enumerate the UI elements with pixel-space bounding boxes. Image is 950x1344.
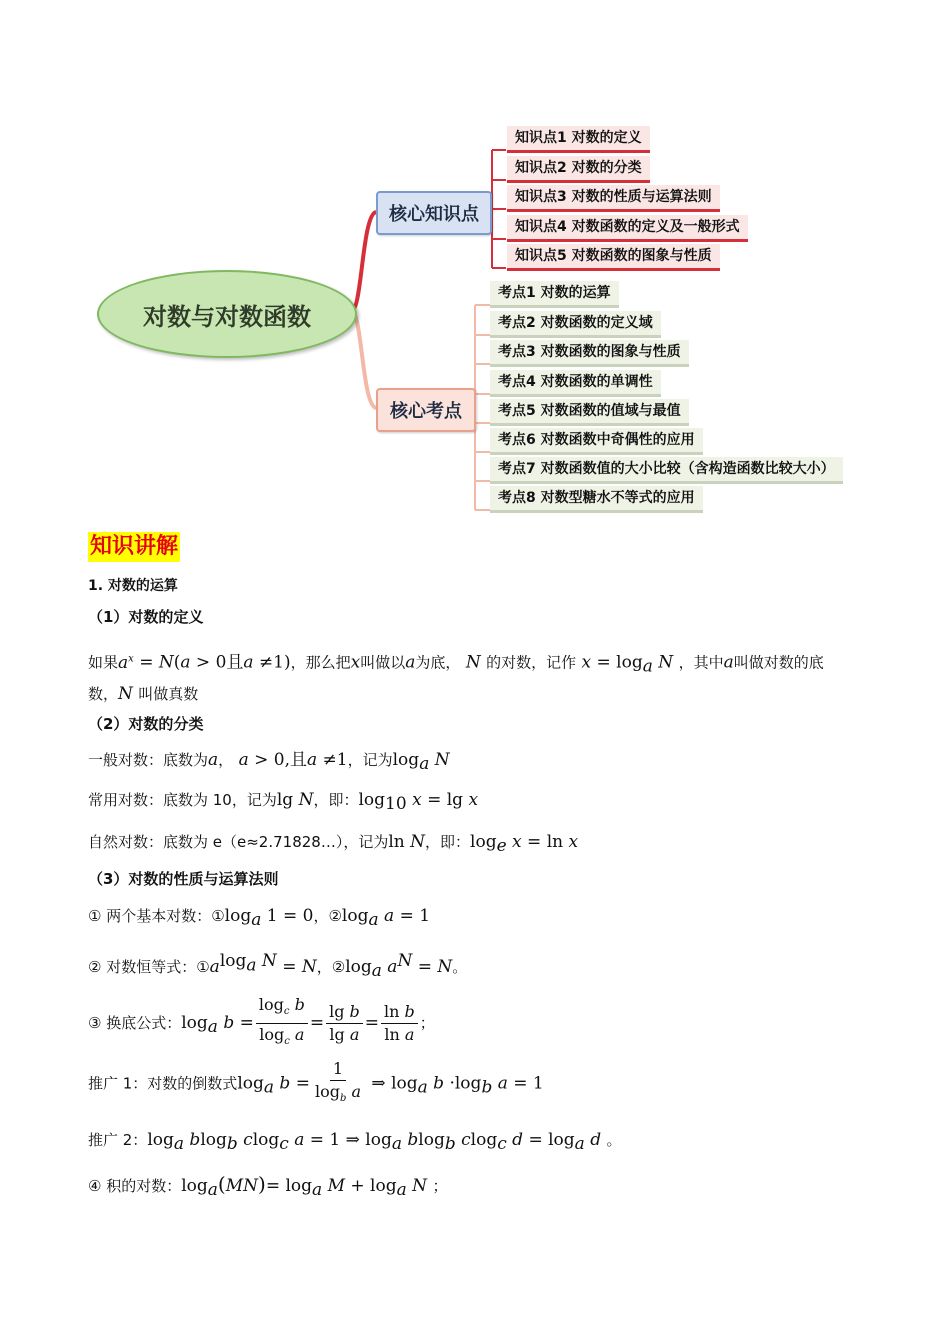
heading-1-2: （2）对数的分类	[88, 715, 204, 733]
heading-1-3: （3）对数的性质与运算法则	[88, 870, 279, 888]
knowledge-point-4: 知识点4 对数函数的定义及一般形式	[507, 215, 748, 242]
property-1-line: ① 两个基本对数：$①\log_a$ 1 = 0，$②\log_a$ a = 1	[88, 906, 431, 930]
definition-line-1: 如果$a^x = N(a > 0$且a ≠1)，那么把x叫做以a为底， N 的对数，记作 $x = \log_a N$ ，其中a叫做对数的底	[88, 652, 824, 677]
exam-point-2: 考点2 对数函数的定义域	[490, 311, 661, 338]
mind-map	[0, 0, 950, 520]
exam-point-6: 考点6 对数函数中奇偶性的应用	[490, 428, 703, 455]
mind-map-root: 对数与对数函数	[97, 270, 357, 358]
exam-point-5: 考点5 对数函数的值域与最值	[490, 399, 689, 426]
change-base-fraction-2: $\frac{\text{lg b}}{\text{lg a}}$	[326, 1001, 363, 1046]
exam-point-7: 考点7 对数函数值的大小比较（含构造函数比较大小）	[490, 457, 843, 484]
change-base-fraction-3: $\frac{\text{ln b}}{\text{ln a}}$	[381, 1001, 418, 1046]
general-log-line: 一般对数：底数为a， a > 0,且a ≠1，记为$\log_a N$	[88, 750, 450, 774]
corollary-1-line: 推广 1：对数的倒数式$\log_a b$ = $\frac{1}{\log_b a}$ ⇒ $\log_a b \cdot\log_b$ a = 1	[88, 1058, 544, 1113]
knowledge-point-5: 知识点5 对数函数的图象与性质	[507, 244, 720, 271]
property-2-line: ② 对数恒等式：$①a^{log_a N} = N$，$②\log_a$ $a^N = N$。	[88, 951, 468, 981]
exam-point-4: 考点4 对数函数的单调性	[490, 370, 661, 397]
change-base-fraction-1: $\frac{\log_c b}{\log_c a}$	[256, 994, 308, 1053]
reciprocal-fraction: $\frac{1}{\log_b a}$	[314, 1059, 362, 1105]
heading-1-1: （1）对数的定义	[88, 608, 204, 626]
knowledge-point-3: 知识点3 对数的性质与运算法则	[507, 185, 720, 212]
branch-core-knowledge: 核心知识点	[376, 191, 492, 235]
common-log-line: 常用对数：底数为 10，记为lg N，即：$\log_{10} x = \lg x$	[88, 790, 479, 814]
mind-map-connectors	[0, 0, 950, 520]
section-title: 知识讲解	[88, 532, 180, 562]
natural-log-line: 自然对数：底数为 e（e≈2.71828…），记为ln N，即：$\log_e x = \ln x$	[88, 832, 579, 856]
formula-a-pow-x: $a^x$	[118, 652, 134, 673]
heading-1: 1. 对数的运算	[88, 578, 178, 594]
property-4-line: ④ 积的对数：$\log_a(MN)= \log_a M + \log_a N$ ；	[88, 1172, 448, 1200]
definition-line-2: 数，N 叫做真数	[88, 684, 199, 704]
knowledge-point-1: 知识点1 对数的定义	[507, 126, 650, 153]
exam-point-3: 考点3 对数函数的图象与性质	[490, 340, 689, 367]
exam-point-8: 考点8 对数型糖水不等式的应用	[490, 486, 703, 513]
corollary-2-line: 推广 2：$\log_a blog_b$ clog$_c$ a = 1 ⇒ $\log_a blog_b$ clog$_c$ $d = \log_a d$ 。	[88, 1130, 622, 1154]
exam-point-1: 考点1 对数的运算	[490, 281, 619, 308]
knowledge-point-2: 知识点2 对数的分类	[507, 156, 650, 183]
property-3-line: ③ 换底公式：$\log_a b$ = $\frac{\log_c b}{\log_c a}$ = $\frac{\text{lg b}}{\text{lg a}}$ = $\frac{\text{ln b}}{\text{ln a}}$ ；	[88, 994, 435, 1053]
branch-core-exam-points: 核心考点	[376, 388, 476, 432]
